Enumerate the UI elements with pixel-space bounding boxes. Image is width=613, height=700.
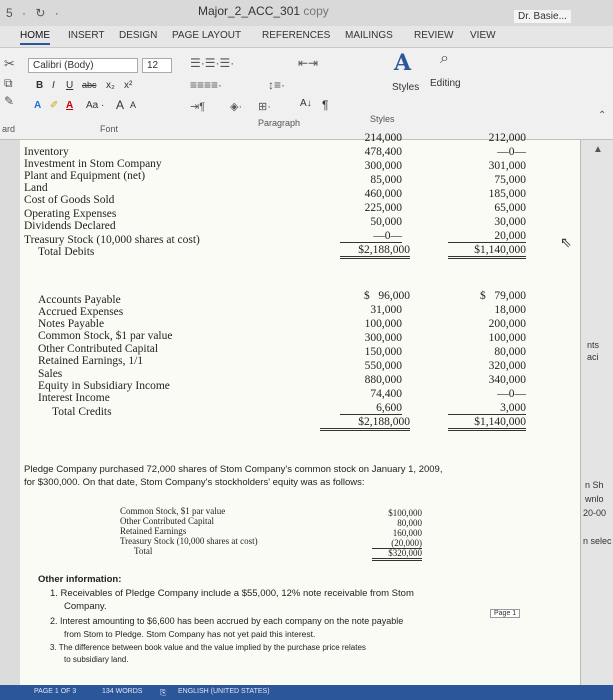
highlight-icon[interactable]: ✐ (50, 100, 59, 111)
tab-page-layout[interactable]: PAGE LAYOUT (172, 30, 242, 41)
tb-top-pledge-5: 225,000 (364, 202, 402, 214)
sort-button[interactable]: A↓ (300, 98, 312, 109)
equity-label-3: Treasury Stock (10,000 shares at cost) (120, 536, 258, 546)
user-account-button[interactable]: Dr. Basie... (514, 10, 571, 23)
other-info-line-1: Company. (64, 601, 107, 612)
equity-value-4: $320,000 (372, 548, 422, 561)
tb-top-stom-3: 75,000 (494, 174, 526, 186)
tb-bot-stom-5: 320,000 (488, 360, 526, 372)
tb-top-stom-6: 30,000 (494, 216, 526, 228)
tb-bot-pledge-0: $ 96,000 (364, 290, 410, 302)
side-panel-text-3: wnlo (585, 494, 604, 504)
align-icons[interactable]: ≡≡≡≡· (190, 78, 223, 92)
indent-icon[interactable]: ⇤⇥ (298, 56, 319, 70)
text-effects-icon[interactable]: A (34, 100, 42, 111)
scroll-up-icon[interactable]: ▲ (593, 144, 603, 155)
tb-top-pledge-6: 50,000 (370, 216, 402, 228)
tb-bot-label-9: Total Credits (52, 406, 112, 418)
subscript-button[interactable]: x₂ (106, 80, 115, 91)
tb-top-pledge-2: 300,000 (364, 160, 402, 172)
tb-bot-stom-9: $1,140,000 (448, 416, 526, 431)
tb-bot-label-5: Retained Earnings, 1/1 (38, 355, 144, 367)
tb-bot-pledge-8: 6,600 (340, 402, 402, 415)
tb-bot-pledge-3: 300,000 (364, 332, 402, 344)
equity-value-1: 80,000 (397, 518, 422, 528)
proofing-icon[interactable]: ⎘ (160, 688, 167, 697)
tab-view[interactable]: VIEW (470, 30, 496, 41)
strikethrough-button[interactable]: abc (82, 80, 97, 90)
tb-top-stom-0: 212,000 (488, 132, 526, 144)
tab-design[interactable]: DESIGN (119, 30, 158, 41)
status-bar (0, 685, 613, 700)
tb-top-label-5: Operating Expenses (24, 208, 117, 220)
tb-top-label-6: Dividends Declared (24, 220, 116, 232)
equity-label-2: Retained Earnings (120, 526, 187, 536)
grow-font-button[interactable]: A (116, 98, 125, 112)
other-info-line-4: 3. The difference between book value and the value implied by the purchase price relates (50, 643, 366, 652)
tb-top-label-7: Treasury Stock (10,000 shares at cost) (24, 234, 200, 246)
tab-review[interactable]: REVIEW (414, 30, 454, 41)
format-painter-icon[interactable]: ✎ (4, 94, 15, 108)
purchase-line-2: for $300,000. On that date, Stom Company's stockholders' equity was as follows: (24, 477, 365, 488)
equity-value-2: 160,000 (392, 528, 422, 538)
direction-icon[interactable]: ⇥¶ (190, 101, 206, 113)
tb-top-pledge-0: 214,000 (364, 132, 402, 144)
tb-bot-label-8: Interest Income (38, 392, 110, 404)
font-size-box[interactable]: 12 (142, 58, 172, 73)
tb-bot-label-6: Sales (38, 368, 63, 380)
tb-bot-pledge-5: 550,000 (364, 360, 402, 372)
tb-bot-stom-0: $ 79,000 (480, 290, 526, 302)
tb-top-label-4: Cost of Goods Sold (24, 194, 115, 206)
page-number-tooltip: Page 1 (490, 609, 520, 618)
document-title: Major_2_ACC_301 copy (198, 4, 329, 18)
equity-label-4: Total (134, 546, 153, 556)
side-panel-text-1: aci (587, 352, 599, 362)
tb-top-label-3: Land (24, 182, 48, 194)
copy-icon[interactable]: ⧉ (4, 76, 13, 90)
quick-access-toolbar[interactable]: 5 · ↻ · (6, 6, 62, 20)
binoculars-icon[interactable]: ⌕ (440, 50, 449, 67)
tb-bot-pledge-9: $2,188,000 (320, 416, 410, 431)
tb-bot-stom-7: —0— (497, 388, 526, 400)
tb-bot-pledge-7: 74,400 (370, 388, 402, 400)
tb-bot-pledge-4: 150,000 (364, 346, 402, 358)
tb-top-stom-8: $1,140,000 (448, 244, 526, 259)
tb-top-stom-7: 20,000 (448, 230, 526, 243)
superscript-button[interactable]: x² (124, 80, 133, 91)
tb-bot-stom-2: 200,000 (488, 318, 526, 330)
side-panel-text-5: n selec (583, 536, 612, 546)
bold-button[interactable]: B (36, 80, 44, 91)
borders-icon[interactable]: ⊞· (258, 101, 271, 113)
editing-button[interactable]: Editing (430, 78, 461, 89)
ribbon (0, 48, 613, 140)
tb-top-label-1: Investment in Stom Company (24, 158, 162, 170)
side-panel-text-4: 20-00 (583, 508, 607, 518)
status-word-count[interactable]: 134 WORDS (102, 688, 143, 695)
tb-bot-label-7: Equity in Subsidiary Income (38, 380, 170, 392)
tb-bot-pledge-1: 31,000 (370, 304, 402, 316)
tb-top-stom-4: 185,000 (488, 188, 526, 200)
tb-bot-stom-1: 18,000 (494, 304, 526, 316)
tb-top-pledge-7: —0— (340, 230, 402, 243)
other-info-line-5: to subsidiary land. (64, 655, 129, 664)
tb-bot-label-4: Other Contributed Capital (38, 343, 159, 355)
tb-bot-label-0: Accounts Payable (38, 294, 121, 306)
tb-top-stom-1: —0— (497, 146, 526, 158)
shrink-font-button[interactable]: A (130, 100, 137, 110)
tb-top-pledge-4: 460,000 (364, 188, 402, 200)
font-name-box[interactable]: Calibri (Body) (28, 58, 138, 73)
other-info-line-0: 1. Receivables of Pledge Company include a $55,000, 12% note receivable from Stom (50, 588, 414, 599)
shading-icon[interactable]: ◈· (230, 101, 243, 113)
equity-label-1: Other Contributed Capital (120, 516, 214, 526)
mouse-cursor-icon: ⇖ (560, 234, 572, 250)
tb-bot-label-1: Accrued Expenses (38, 306, 124, 318)
clipboard-group-label: ard (2, 124, 16, 134)
tb-bot-pledge-6: 880,000 (364, 374, 402, 386)
tb-top-stom-5: 65,000 (494, 202, 526, 214)
side-panel-text-2: n Sh (585, 480, 604, 490)
tb-top-label-2: Plant and Equipment (net) (24, 170, 146, 182)
side-panel-text-0: nts (587, 340, 600, 350)
equity-label-0: Common Stock, $1 par value (120, 506, 226, 516)
other-info-heading: Other information: (38, 574, 122, 585)
ribbon-tabs (0, 26, 613, 48)
tb-top-stom-2: 301,000 (488, 160, 526, 172)
tb-bot-stom-6: 340,000 (488, 374, 526, 386)
purchase-line-1: Pledge Company purchased 72,000 shares of Stom Company's common stock on January 1, 2009, (24, 464, 443, 475)
tb-bot-stom-3: 100,000 (488, 332, 526, 344)
font-color-icon[interactable]: A (66, 100, 74, 111)
tab-home[interactable]: HOME (20, 30, 50, 45)
italic-button[interactable]: I (52, 80, 55, 91)
tb-bot-stom-4: 80,000 (494, 346, 526, 358)
tb-top-label-0: Inventory (24, 146, 69, 158)
tab-mailings[interactable]: MAILINGS (345, 30, 393, 41)
left-margin (0, 140, 20, 685)
styles-button[interactable]: Styles (392, 82, 420, 93)
styles-group-label: Styles (370, 114, 395, 124)
tb-bot-stom-8: 3,000 (448, 402, 526, 415)
tb-top-pledge-3: 85,000 (370, 174, 402, 186)
show-formatting-button[interactable]: ¶ (322, 98, 329, 112)
tab-references[interactable]: REFERENCES (262, 30, 331, 41)
change-case-button[interactable]: Aa · (86, 100, 105, 111)
cut-icon[interactable]: ✂ (4, 56, 15, 71)
tb-bot-pledge-2: 100,000 (364, 318, 402, 330)
collapse-ribbon-icon[interactable]: ⌃ (598, 110, 607, 121)
status-language[interactable]: ENGLISH (UNITED STATES) (178, 688, 270, 695)
side-panel (580, 140, 613, 685)
document-page[interactable] (20, 132, 580, 685)
tb-top-label-8: Total Debits (38, 246, 95, 258)
font-group-label: Font (100, 124, 119, 134)
equity-value-3: (20,000) (372, 538, 422, 549)
tb-bot-label-2: Notes Payable (38, 318, 105, 330)
tb-top-pledge-1: 478,400 (364, 146, 402, 158)
status-page-count[interactable]: PAGE 1 OF 3 (34, 688, 77, 695)
other-info-line-2: 2. Interest amounting to $6,600 has been accrued by each company on the note payable (50, 616, 404, 626)
styles-icon[interactable]: A (394, 50, 412, 76)
underline-button[interactable]: U (66, 80, 74, 91)
paragraph-group-label: Paragraph (258, 118, 301, 128)
bullets-icon[interactable]: ☰·☰·☰· (190, 56, 235, 70)
equity-value-0: $100,000 (388, 508, 422, 518)
tab-insert[interactable]: INSERT (68, 30, 105, 41)
tb-bot-label-3: Common Stock, $1 par value (38, 330, 173, 342)
line-spacing-icon[interactable]: ↕≡· (268, 78, 285, 92)
other-info-line-3: from Stom to Pledge. Stom Company has not yet paid this interest. (64, 629, 316, 639)
tb-top-pledge-8: $2,188,000 (340, 244, 410, 259)
